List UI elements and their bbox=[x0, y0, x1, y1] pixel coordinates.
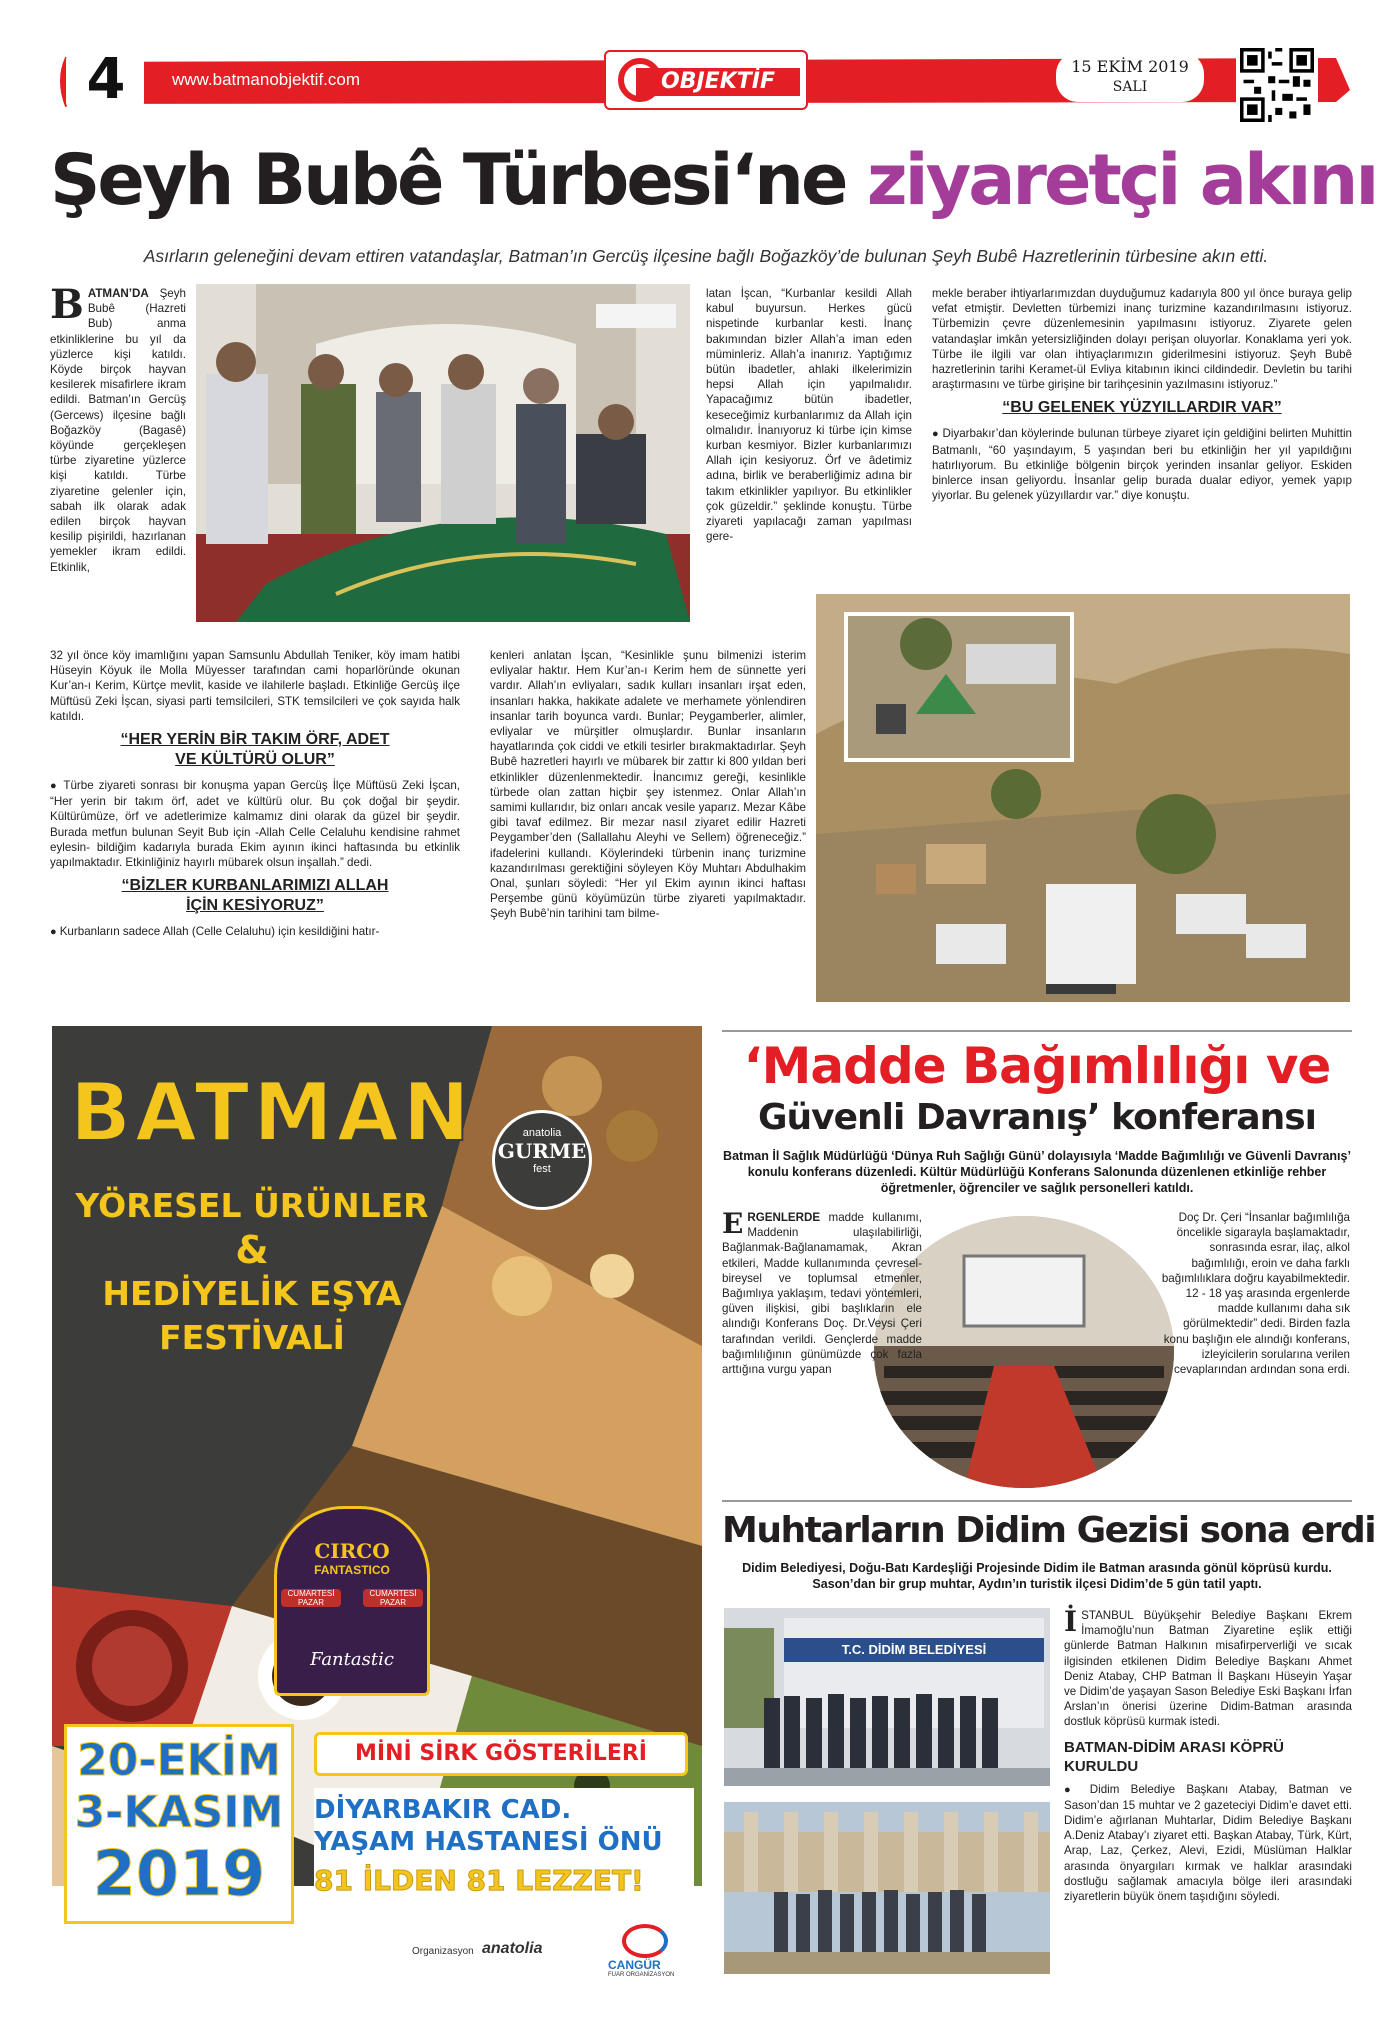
newspaper-logo-box bbox=[604, 50, 808, 110]
bullet-icon: ● bbox=[50, 780, 64, 793]
cangur-logo-icon bbox=[622, 1924, 668, 1958]
article1-dropcap: B bbox=[50, 281, 84, 328]
article2-title-line2: Güvenli Davranış’ konferansı bbox=[757, 1097, 1317, 1138]
article2-col1 bbox=[722, 1207, 922, 1377]
article3-subhead: BATMAN-DİDİM ARASI KÖPRÜ KURULDU bbox=[1064, 1738, 1284, 1775]
headline-accent: ziyaretçi akını bbox=[866, 139, 1377, 221]
article3-text-2 bbox=[1064, 1782, 1352, 1905]
ad-line2: HEDİYELİK EŞYA bbox=[102, 1274, 402, 1313]
org-cangur-sub: FUAR ORGANİZASYON bbox=[608, 1972, 675, 1978]
article2-dateline: RGENLERDE bbox=[747, 1211, 821, 1224]
circus-title: CIRCO bbox=[314, 1539, 390, 1563]
qr-code[interactable] bbox=[1236, 44, 1318, 126]
article2-text-1: madde kullanımı, Maddenin ulaşılabilirliği, Bağlanmak-Bağlanamamak, Akran etkileri, Madde kullanımında çevresel-bireysel ve toplumsal etmenler, Bağımlıya yaklaşım, tedavi yöntemleri, güven ilişkisi, gibi başlıkların ele alındığı Konferans Doç. Dr.Veysi Çeri tarafından verildi. Gençlerde madde bağımlılığının günümüzde çok fazla arttığına vurgu yapan bbox=[722, 1211, 922, 1377]
building-sign: T.C. DİDİM BELEDİYESİ bbox=[841, 1642, 987, 1657]
article1-text-3b-body: Diyarbakır’dan köylerinde bulunan türbeye ziyaret için geldiğini belirten Muhittin Batmanlı, “60 yaşındayım, 5 yaşından beri bu etkinliğin her yıl yapıldığını hatırlıyorum. Bu etkinliğe bölgenin birçok yerinden insanlar geliyor. Eskiden binlerce insan geliyordu. İnsanlar gelip burada dualar ediyor, yemek yapıp yiyorlar. Bu gelenek yüzyıllardır var.” diye konuştu. bbox=[932, 427, 1353, 503]
org-label: Organizasyon bbox=[412, 1946, 474, 1957]
header-band bbox=[56, 47, 1350, 112]
photo-village-cars bbox=[816, 594, 1350, 1002]
article3-title: Muhtarların Didim Gezisi sona erdi bbox=[722, 1510, 1376, 1551]
article2-col2 bbox=[1160, 1210, 1350, 1377]
photo-didim-art bbox=[724, 1608, 1050, 1786]
subhead-orf: “HER YERİN BİR TAKIM ÖRF, ADET VE KÜLTÜRÜ OLUR” bbox=[120, 731, 390, 769]
article3-dropcap: İ bbox=[1064, 1605, 1078, 1638]
site-url[interactable]: www.batmanobjektif.com bbox=[172, 70, 361, 89]
article2-title-line1: ‘Madde Bağımlılığı ve bbox=[743, 1037, 1331, 1095]
photo-group-ruins bbox=[724, 1802, 1050, 1974]
ad-date-end: 3-KASIM bbox=[74, 1787, 284, 1838]
article1-text-1d bbox=[50, 924, 460, 940]
qr-code-icon bbox=[1240, 48, 1314, 122]
article1-text-1b: 32 yıl önce köy imamlığını yapan Samsunlu Abdullah Teniker, köy imam hatibi Hüseyin Köyuk ile Molla Müyesser tarafından cami hoparlöründe okunan Kur’an-ı Kerim, Kürtçe mevlit, kaside ve ilahilerle başladı. Etkinliğe Gercüş ilçe Müftüsü Zeki İşcan, siyasi parti temsilcileri, STK temsilcileri ve çok sayıda halk katıldı. bbox=[50, 649, 460, 723]
article3-col bbox=[1064, 1605, 1352, 1908]
headline-main: Şeyh Bubê Türbesi‘ne bbox=[50, 139, 846, 221]
article1-text-3a: mekle beraber ihtiyarlarımızdan duyduğumuz kadarıyla 800 yıl önce buraya gelip vefat etmiştir. Devletten türbemizi inanç turizmine kazandırılmasını istiyoruz. Türbemizin çevre düzenlemesinin yapılmasını istiyoruz. Ziyarete gelen vatandaşlar imkân yetersizliğinden dolayı perişan oluyorlar. Konaklama yeri yok. Türbe ile ilgili var olan ihtiyaçlarımızın giderilmesini istiyoruz. Şeyh Bubê hazretlerinin tarihi Keramet-ül Evliya kitabının ikinci cildindedir. Devletin bu tarihi araştırmasını ve türbe girişine bir tarihçesinin yazılmasını istiyoruz.” bbox=[932, 287, 1352, 392]
page-number: 4 bbox=[86, 47, 126, 112]
circus-sub: FANTASTICO bbox=[314, 1563, 390, 1577]
ad-title: BATMAN bbox=[70, 1066, 474, 1159]
article1-col3 bbox=[932, 286, 1352, 507]
ad-addr2: YAŞAM HASTANESİ ÖNÜ bbox=[314, 1827, 663, 1857]
ad-dates-block bbox=[64, 1724, 294, 1924]
article1-col2-top bbox=[706, 286, 912, 544]
ad-line3: FESTİVALİ bbox=[159, 1318, 345, 1357]
article1-text-3b bbox=[932, 426, 1352, 503]
ad-year: 2019 bbox=[92, 1837, 266, 1910]
article3-text-2-body: Didim Belediye Başkanı Atabay, Batman ve Sason’dan 15 muhtar ve 2 gazeteciyi Didim’e davet etti. Didim’e ağırlanan Muhtarlar, Didim Belediye Başkanı A.Deniz Atabay’ı ziyaret etti. Başkan Atabay, Türk, Kürt, Arap, Laz, Çerkez, Alevi, Ezidi, Müslüman Halklar arasında önyargıları kırmak ve halklar arasındaki dostluğu sağlamak amacıyla bölge ileri arasındaki ziyaretlerin büyük önem taşıdığını söyledi. bbox=[1064, 1782, 1352, 1904]
issue-day: SALI bbox=[1112, 79, 1148, 95]
ad-date-start: 20-EKİM bbox=[77, 1735, 281, 1786]
article1-headline bbox=[50, 130, 1377, 230]
article3-text-1-body: Büyükşehir Belediye Başkanı Ekrem İmamoğlu’nun Batman Ziyaretine eşlik ettiği günlerde Batman Halkının misafirperverliği ve sıcak ilgisinden etkilenen Didim Belediye Başkanı Ahmet Deniz Atabay, CHP Batman İl Başkanı Hüseyin Yaşar ve Didim’de yaşayan Sason Belediye Eski Başkanı İrfan Arslan’ın önerisi üzerine Didim-Batman arasında dostluk köprüsü kurmak istedi. bbox=[1064, 1609, 1352, 1729]
article1-text-2a: latan İşcan, “Kurbanlar kesildi Allah kabul buyursun. Herkes gücü nispetinde kurbanlar kesti. İnanç bakımından bizler Allah’a iman eden müminleriz. Allah’a inanırız. Yaptığımız bütün ibadetler, ahlaki ilkelerimizin hepsi Allah için yapılmalıdır. Yapacağımız bütün ibadetler, keseceğimiz kurbanlarımız da Allah için olmalıdır. İnanıyoruz ki türbe için kimse kurban kesmiyor. Bizler kurbanlarımızı Allah için kesiyoruz. Örf ve âdetimiz adına, birlik ve beraberliğimiz adına bir takım etkinlikler yapılıyor. Bu etkinlikler çok güzeldir.” şeklinde konuştu. Türbe ziyareti yapılacağı zaman yapılması gere- bbox=[706, 287, 912, 544]
festival-ad[interactable] bbox=[52, 1026, 702, 1986]
org-anatolia: anatolia bbox=[482, 1940, 543, 1957]
bullet-icon: ● bbox=[1064, 1783, 1090, 1796]
article1-col1-bottom bbox=[50, 648, 460, 944]
circus-script: Fantastic bbox=[310, 1649, 394, 1670]
gurme-badge bbox=[492, 1110, 592, 1210]
article2-lead: Batman İl Sağlık Müdürlüğü ‘Dünya Ruh Sağlığı Günü’ dolayısıyla ‘Madde Bağımlılığı ve Güvenli Davranış’ konulu konferans düzenledi. Kültür Müdürlüğü Konferans Salonunda düzenlenen etkinliğe rehber öğretmenler, öğrenciler ve sağlık personelleri katıldı. bbox=[723, 1149, 1351, 1195]
circus-right: CUMARTESİ PAZAR bbox=[363, 1589, 423, 1607]
subhead-gelenek: “BU GELENEK YÜZYILLARDIR VAR” bbox=[1002, 399, 1282, 417]
ad-mini-sirk: MİNİ SİRK GÖSTERİLERİ bbox=[314, 1732, 688, 1776]
article3-dateline: STANBUL bbox=[1081, 1609, 1134, 1622]
badge-mid: GURME bbox=[497, 1139, 587, 1163]
photo-didim-belediyesi bbox=[724, 1608, 1050, 1786]
photo-ruins-art bbox=[724, 1802, 1050, 1974]
article3-text-1 bbox=[1064, 1605, 1352, 1730]
newspaper-logo: OBJEKTİF bbox=[636, 68, 800, 96]
photo-village-cars-art bbox=[816, 594, 1350, 1002]
badge-bot: fest bbox=[533, 1163, 551, 1175]
article1-text-1c-body: Türbe ziyareti sonrası bir konuşma yapan Gercüş İlçe Müftüsü Zeki İşcan, “Her yerin bir takım örf, adet ve kültürü olur. Bu çok doğal bir şeydir. Kültürümüze, örf ve adetlerimize kalmamız dini olarak da güzel bir şeydir. Burada metfun bulunan Seyit Bub için -Allah Celle Celaluhu kendisine rahmet eylesin- bildiğim kadarıyla burada Ekim ayının ikinci haftasında bu etkinlik yapılmaktadır. Etkinliğiniz hayırlı mübarek olsun inşallah.” dedi. bbox=[50, 779, 460, 870]
circus-poster bbox=[274, 1506, 430, 1696]
ad-text-block bbox=[52, 1184, 452, 1360]
article1-col1-top bbox=[50, 281, 186, 575]
article2-dropcap: E bbox=[722, 1207, 744, 1240]
article1-text-2b: kenleri anlatan İşcan, “Kesinlikle şunu bilmenizi isterim evliyalar haktır. Hem Kur’an-ı Kerim hem de sünnette yeri vardır. Allah’ın evliyaları, sadık kulları insanları irşat eden, insanları hakka, hakikate adalete ve merhamete yönlendiren insanlar tarih boyunca vardı. Bunlar; Peygamberler, alimler, evliyalar ve mürşitler olmuşlardır. Bunlar insanların hayatlarında çok ciddi ve etkili tesirler bırakmaktadırlar. Şeyh Bubê hazretleri hayırlı ve mübarek bir zattır ki 800 yıldan beri etkinlikler düzenlenmektedir. İnancımız gereği, kesinlikle türbede olan zattan hiçbir şey istenmez. Onlar Allah’ın samimi kullarıdır, biz onları ancak vesile yaparız. Mezar Kâbe gibi tavaf edilmez. Bir mezar nasıl ziyaret edilir Hazreti Peygamber’den (Sallallahu Aleyhi ve Sellem) öğreneceğiz.” ifadelerini kullandı. Köylerindeki türbenin inanç turizmine kazandırılması gerektiğini söyleyen Köy Muhtarı Abdulhakim Onal, şunları söyledi: “Her yıl Ekim ayının ikinci haftası Perşembe günü köyümüzün türbe ziyareti yapılmaktadır. Şeyh Bubê’nin tarihini tam bilme- bbox=[490, 649, 806, 921]
ad-addr1: DİYARBAKIR CAD. bbox=[314, 1795, 572, 1825]
bullet-icon: ● bbox=[50, 926, 60, 939]
article3-lead: Didim Belediyesi, Doğu-Batı Kardeşliği Projesinde Didim ile Batman arasında gönül köprüsü kurdu. Sason’dan bir grup muhtar, Aydın’ın turistik ilçesi Didim’de 5 gün tatil yaptı. bbox=[742, 1561, 1332, 1591]
ad-organizers bbox=[412, 1926, 692, 1982]
article1-text-1c bbox=[50, 778, 460, 870]
subhead-kurban: “BİZLER KURBANLARIMIZI ALLAH İÇİN KESİYORUZ” bbox=[121, 877, 389, 915]
issue-date: 15 EKİM 2019 bbox=[1071, 57, 1189, 76]
article1-lead: Asırların geleneğini devam ettiren vatandaşlar, Batman’ın Gercüş ilçesine bağlı Boğazköy’de bulunan Şeyh Bubê Hazretlerinin türbesine akın etti. bbox=[143, 246, 1269, 266]
article2-text-2: Doç Dr. Çeri “İnsanlar bağımlılığa öncelikle sigarayla başlamaktadır, sonrasında esrar, ilaç, alkol bağımlılığı, eroin ve daha farklı bağımlılıklara doğru kayabilmektedir. 12 - 18 yaş arasında ergenlerde madde kullanımı daha sık görülmektedir” dedi. Birden fazla konu başlığın ele alındığı konferans, izleyicilerin sorularına verilen cevaplarından ardından sona erdi. bbox=[1161, 1211, 1350, 1377]
ad-lezzet: 81 İLDEN 81 LEZZET! bbox=[314, 1864, 644, 1897]
divider-mid bbox=[722, 1500, 1352, 1502]
org-cangur: CANGÜR bbox=[608, 1958, 661, 1972]
bullet-icon: ● bbox=[932, 428, 943, 441]
ad-amp: & bbox=[235, 1228, 269, 1272]
date-box bbox=[1056, 52, 1204, 102]
photo-tomb-prayer bbox=[196, 284, 690, 622]
badge-top: anatolia bbox=[522, 1127, 562, 1139]
article1-text-1d-body: Kurbanların sadece Allah (Celle Celaluhu) için kesildiğini hatır- bbox=[59, 925, 380, 939]
article1-dateline: ATMAN’DA bbox=[87, 287, 149, 300]
article1-col2-bottom bbox=[490, 648, 806, 922]
circus-left: CUMARTESİ PAZAR bbox=[281, 1589, 341, 1607]
article1-text-1a: Şeyh Bubê (Hazreti Bub) anma etkinliklerine bu yıl da yüzlerce kişi katıldı. Köyde birçok hayvan kesilerek misafirlere ikram edildi. Batman’ın Gercüş (Gercews) ilçesine bağlı Boğazköy (Bagasê) köyünde gerçekleşen türbe ziyaretine yüzlerce kişi katıldı. Türbe ziyaretine gelenler için, sabah ilk olarak adak edilen birçok hayvan kesilip pişirildi, hazırlanan yemekler ikram edildi. Etkinlik, bbox=[50, 287, 186, 574]
divider-top bbox=[722, 1030, 1352, 1032]
ad-address bbox=[314, 1788, 694, 1922]
photo-tomb-prayer-art bbox=[196, 284, 690, 622]
ad-line1: YÖRESEL ÜRÜNLER bbox=[75, 1186, 429, 1225]
